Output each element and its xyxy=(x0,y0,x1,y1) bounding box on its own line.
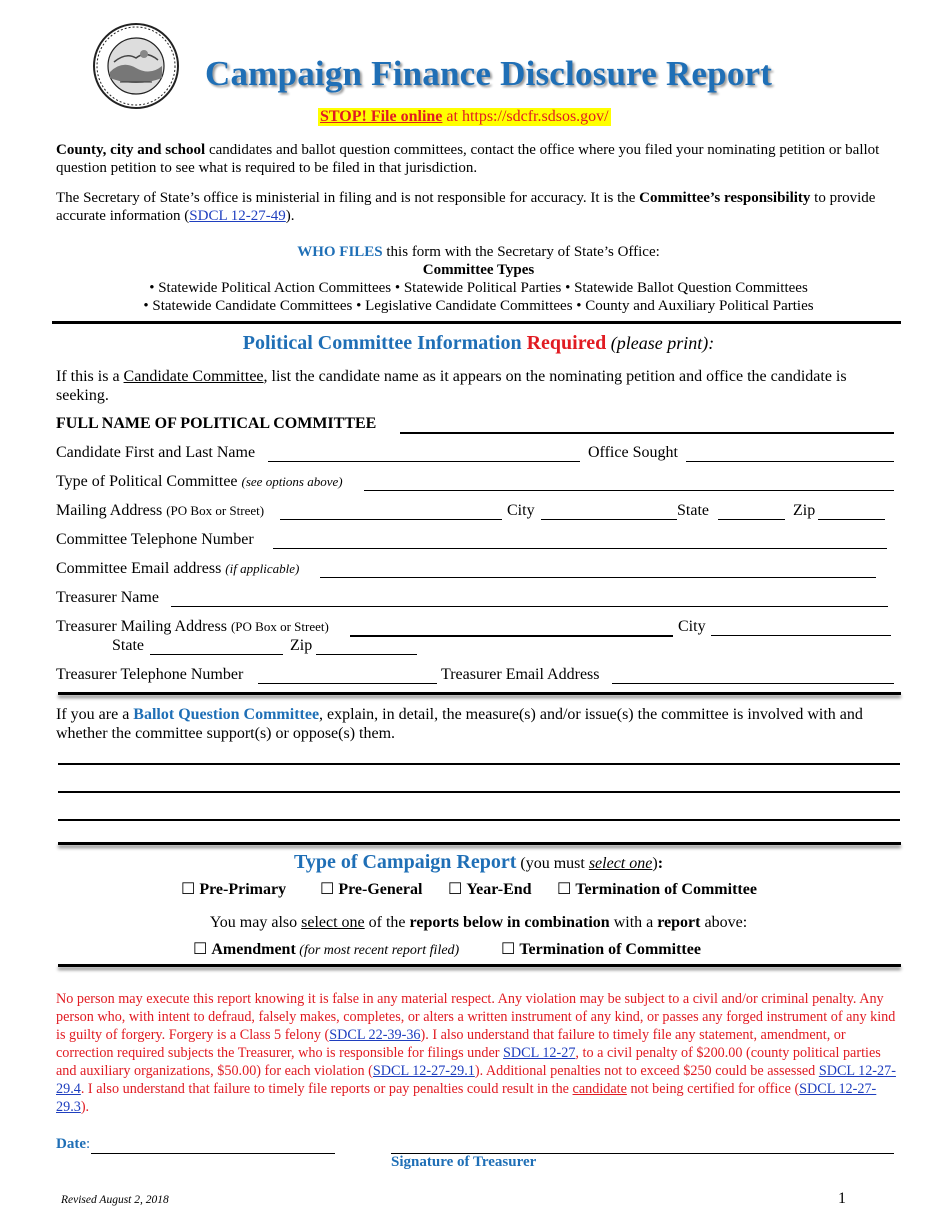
date-colon: : xyxy=(86,1136,91,1152)
mailing-address-field[interactable] xyxy=(280,502,502,520)
section-divider xyxy=(52,321,901,324)
committee-type-label xyxy=(56,473,343,491)
state-seal-logo xyxy=(92,22,180,110)
email-hint: (if applicable) xyxy=(225,561,300,576)
office-sought-field[interactable] xyxy=(686,444,894,462)
full-name-label: FULL NAME OF POLITICAL COMMITTEE xyxy=(56,415,377,432)
combo-bold-2: report xyxy=(657,914,701,931)
notice-text-5: . I also understand that failure to timely file reports or pay penalties could result in the xyxy=(80,1081,573,1097)
ballot-explanation-line-2[interactable] xyxy=(58,773,900,793)
mailing-address-label xyxy=(56,502,264,520)
who-files-line xyxy=(56,243,901,261)
sdcl-12-27-link[interactable]: SDCL 12-27 xyxy=(503,1045,576,1061)
combo-bold: reports below in combination xyxy=(409,914,610,931)
report-type-title: Type of Campaign Report xyxy=(293,851,517,873)
amendment-label: Amendment xyxy=(211,941,296,958)
checkbox-icon[interactable]: ☐ xyxy=(557,881,572,898)
file-online-banner[interactable] xyxy=(318,108,611,126)
please-print-hint: (please print): xyxy=(606,333,715,353)
treasurer-name-label: Treasurer Name xyxy=(56,589,159,606)
treasurer-email-field[interactable] xyxy=(612,666,894,684)
resp-text-mid: to provide accurate information ( xyxy=(56,190,876,224)
treasurer-mailing-label xyxy=(56,618,329,636)
ballot-explanation-line-3[interactable] xyxy=(58,801,900,821)
combination-instructions xyxy=(56,914,901,932)
legal-notice xyxy=(56,990,901,1116)
ballot-question-label: Ballot Question Committee xyxy=(133,706,320,723)
resp-bold: Committee’s responsibility xyxy=(639,190,811,206)
email-label-text: Committee Email address xyxy=(56,560,226,577)
treasurer-email-label: Treasurer Email Address xyxy=(441,666,600,683)
state-field[interactable] xyxy=(718,502,785,520)
cc-underline: Candidate Committee xyxy=(123,368,264,385)
checkbox-year-end[interactable] xyxy=(448,879,532,899)
sdcl-22-39-36-link[interactable]: SDCL 22-39-36 xyxy=(329,1027,421,1043)
treasurer-city-label: City xyxy=(678,618,706,635)
t-mailing-hint: (PO Box or Street) xyxy=(230,619,329,634)
termination-combo-label: Termination of Committee xyxy=(519,941,701,958)
combo-with: with a xyxy=(609,914,658,931)
committee-email-label xyxy=(56,560,299,578)
resp-text: The Secretary of State’s office is ministerial in filing and is not responsible for accuracy. It is the xyxy=(56,190,640,206)
sdcl-12-27-29-1-link[interactable]: SDCL 12-27-29.1 xyxy=(372,1063,475,1079)
t-mailing-text: Treasurer Mailing Address xyxy=(56,618,231,635)
treasurer-phone-label: Treasurer Telephone Number xyxy=(56,666,244,683)
committee-types-heading: Committee Types xyxy=(422,262,535,278)
revised-date: Revised August 2, 2018 xyxy=(61,1194,169,1206)
checkbox-pre-primary[interactable] xyxy=(181,879,286,899)
year-end-label: Year-End xyxy=(466,881,532,898)
termination-label: Termination of Committee xyxy=(575,881,757,898)
candidate-committee-instructions xyxy=(56,367,901,405)
committee-types-line-1: • Statewide Political Action Committees • Statewide Political Parties • Statewide Ballot Question Committees xyxy=(149,280,808,296)
resp-text-end: ). xyxy=(285,208,295,224)
mailing-label-text: Mailing Address xyxy=(56,502,167,519)
checkbox-pre-general[interactable] xyxy=(320,879,422,899)
sdcl-12-27-29-3-link[interactable]: SDCL 12-27-29.3 xyxy=(56,1081,877,1115)
ballot-text-end: , explain, in detail, the measure(s) and/or issue(s) the committee is involved with and whether the committee support(s) or oppose(s) them. xyxy=(56,706,863,742)
date-text: Date xyxy=(56,1136,86,1152)
notice-text-7: ). xyxy=(80,1099,90,1115)
type-label-text: Type of Political Committee xyxy=(56,473,242,490)
sdcl-12-27-49-link[interactable]: SDCL 12-27-49 xyxy=(189,208,286,224)
who-files-label: WHO FILES xyxy=(297,244,383,260)
full-name-field[interactable] xyxy=(400,415,894,434)
page-number: 1 xyxy=(838,1190,846,1207)
candidate-underline: candidate xyxy=(572,1081,627,1097)
committee-type-field[interactable] xyxy=(364,473,894,491)
page-title: Campaign Finance Disclosure Report xyxy=(205,54,773,93)
sdcl-12-27-29-4-link[interactable]: SDCL 12-27-29.4 xyxy=(56,1063,896,1097)
amendment-hint: (for most recent report filed) xyxy=(295,943,460,958)
committee-email-field[interactable] xyxy=(320,560,876,578)
office-sought-label: Office Sought xyxy=(588,444,678,461)
intro-bold: County, city and school xyxy=(56,142,206,158)
info-title-blue: Political Committee Information xyxy=(242,332,527,354)
mailing-hint: (PO Box or Street) xyxy=(166,503,265,518)
notice-text-3: , to a civil penalty of $200.00 (county political parties and auxiliary organizations, $50.00) for each violation ( xyxy=(56,1045,881,1079)
section-divider-4 xyxy=(58,964,901,967)
notice-text-6: not being certified for office ( xyxy=(626,1081,800,1097)
checkbox-icon[interactable]: ☐ xyxy=(181,881,196,898)
committee-phone-field[interactable] xyxy=(273,531,887,549)
ballot-question-instructions xyxy=(56,705,901,743)
checkbox-icon[interactable]: ☐ xyxy=(501,941,516,958)
online-filing-url[interactable]: at https://sdcfr.sdsos.gov/ xyxy=(442,108,609,125)
cc-text: If this is a xyxy=(56,368,124,385)
treasurer-zip-field[interactable] xyxy=(316,637,417,655)
rt-hint-underline: select one xyxy=(588,855,653,872)
notice-text-1: No person may execute this report knowing it is false in any material respect. Any violation may be subject to a civil and/or criminal penalty. Any person who, with intent to defraud, falsely makes, completes, or alters a written instrument of any kind, or passes any forged instrument of any kind is guilty of forgery. Forgery is a Class 5 felony ( xyxy=(56,991,896,1043)
city-label: City xyxy=(507,502,535,519)
combo-mid: of the xyxy=(364,914,410,931)
zip-field[interactable] xyxy=(818,502,885,520)
date-field[interactable] xyxy=(91,1136,335,1154)
checkbox-termination[interactable] xyxy=(557,879,757,899)
treasurer-city-field[interactable] xyxy=(711,618,891,636)
notice-text-4: ). Additional penalties not to exceed $250 could be assessed xyxy=(474,1063,819,1079)
zip-label: Zip xyxy=(793,502,816,519)
combo-end: above: xyxy=(700,914,748,931)
intro-paragraph-county xyxy=(56,141,901,177)
rt-colon: : xyxy=(657,855,664,872)
rt-hint-start: (you must xyxy=(516,855,589,872)
combo-text: You may also xyxy=(209,914,302,931)
city-field[interactable] xyxy=(541,502,677,520)
committee-phone-label: Committee Telephone Number xyxy=(56,531,254,548)
pre-primary-label: Pre-Primary xyxy=(199,881,287,898)
signature-field[interactable] xyxy=(391,1136,894,1154)
intro-paragraph-responsibility xyxy=(56,189,901,225)
treasurer-name-field[interactable] xyxy=(171,589,888,607)
state-label: State xyxy=(677,502,709,519)
section-divider-2 xyxy=(58,692,901,695)
ballot-explanation-line-1[interactable] xyxy=(58,745,900,765)
committee-types-line-2: • Statewide Candidate Committees • Legislative Candidate Committees • County and Auxiliary Political Parties xyxy=(143,298,814,314)
who-files-text: this form with the Secretary of State’s Office: xyxy=(382,244,660,260)
ballot-text: If you are a xyxy=(56,706,134,723)
candidate-name-field[interactable] xyxy=(268,444,580,462)
candidate-name-label: Candidate First and Last Name xyxy=(56,444,256,461)
treasurer-state-field[interactable] xyxy=(150,637,283,655)
pre-general-label: Pre-General xyxy=(338,881,423,898)
treasurer-zip-label: Zip xyxy=(290,637,313,654)
date-label xyxy=(56,1136,90,1153)
required-label: Required xyxy=(526,332,607,354)
checkbox-icon[interactable]: ☐ xyxy=(448,881,463,898)
stop-notice: STOP! File online xyxy=(320,108,443,125)
rt-hint-end: ) xyxy=(652,855,658,872)
section-divider-3 xyxy=(58,842,901,845)
report-type-heading xyxy=(56,850,901,876)
info-section-title xyxy=(56,334,901,354)
signature-label: Signature of Treasurer xyxy=(391,1154,537,1170)
notice-text-2: ). I also understand that failure to timely file any statement, amendment, or correction required subjects the Treasurer, who is responsible for filings under xyxy=(56,1027,846,1061)
type-hint: (see options above) xyxy=(241,474,343,489)
treasurer-mailing-field[interactable] xyxy=(350,618,673,637)
treasurer-phone-field[interactable] xyxy=(258,666,437,684)
treasurer-state-label: State xyxy=(112,637,144,654)
combo-underline: select one xyxy=(301,914,365,931)
checkbox-amendment[interactable] xyxy=(193,939,459,959)
intro-text: candidates and ballot question committees, contact the office where you filed your nominating petition or ballot question petition to see what is required to be filed in that jurisdiction. xyxy=(56,142,880,176)
checkbox-termination-combo[interactable] xyxy=(501,939,701,959)
checkbox-icon[interactable]: ☐ xyxy=(320,881,335,898)
checkbox-icon[interactable]: ☐ xyxy=(193,941,208,958)
cc-text-end: , list the candidate name as it appears on the nominating petition and office the candidate is seeking. xyxy=(56,368,847,404)
